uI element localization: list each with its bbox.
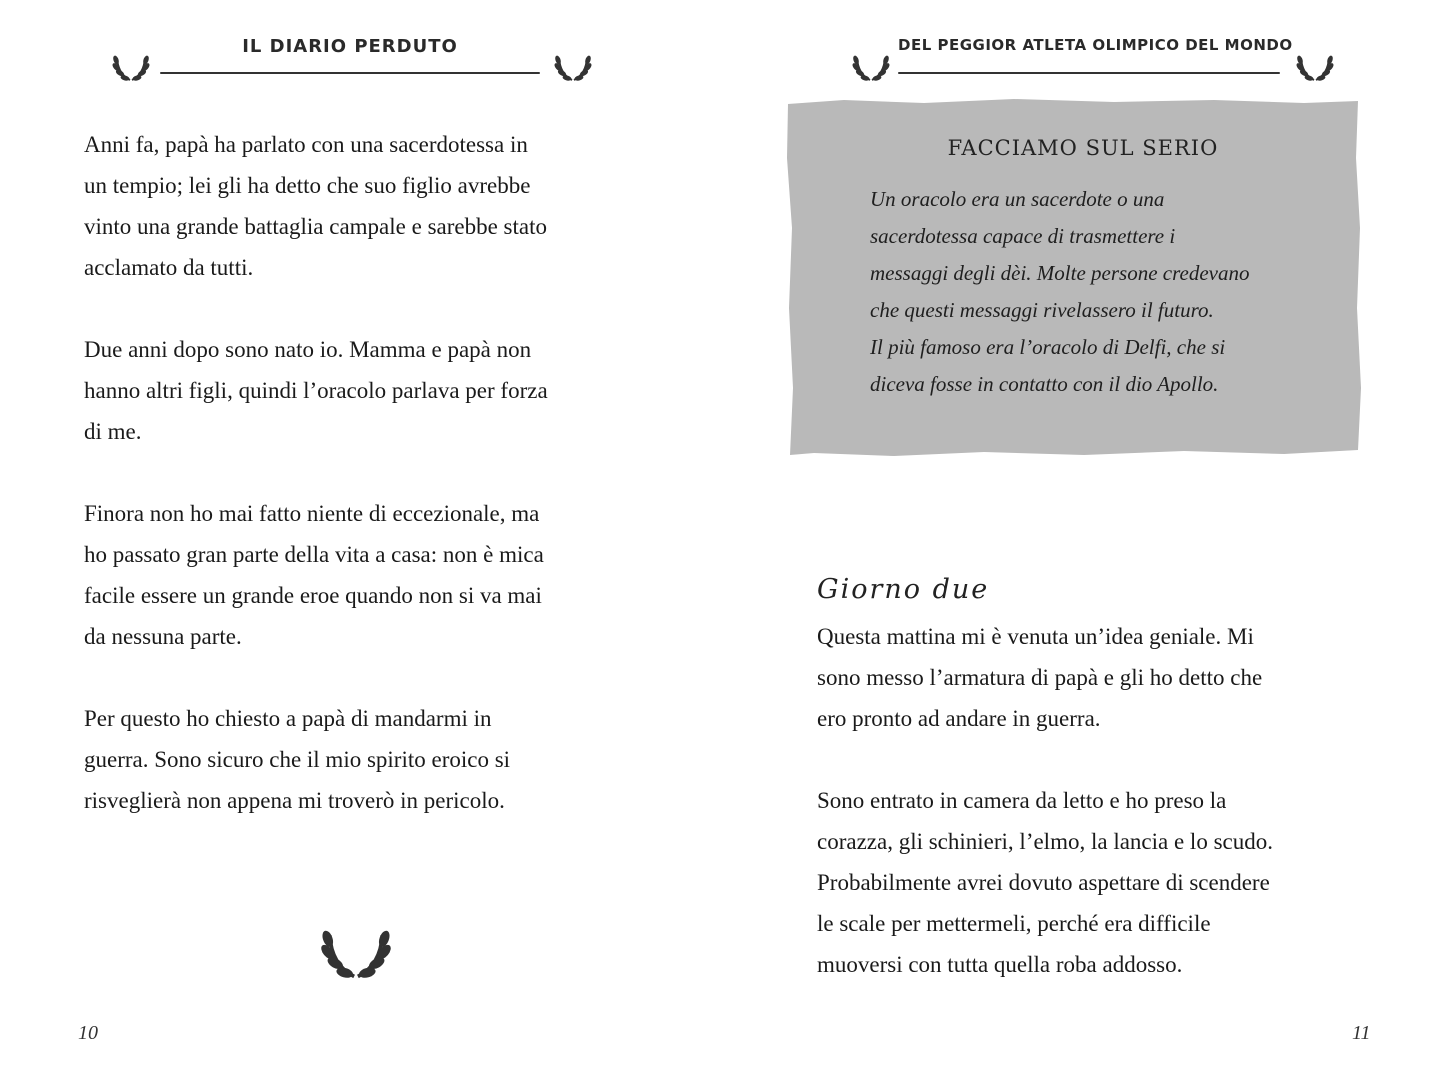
header-rule xyxy=(898,72,1280,74)
running-header xyxy=(722,36,1445,86)
day-heading: Giorno due xyxy=(817,574,990,605)
laurel-wreath-icon xyxy=(554,50,592,84)
running-header xyxy=(0,36,722,86)
left-page xyxy=(0,0,722,1080)
page-number: 11 xyxy=(1352,1022,1371,1044)
paragraph: Due anni dopo sono nato io. Mamma e papà non hanno altri figli, quindi l’oracolo parlava per forza di me. xyxy=(84,337,548,444)
paragraph: Sono entrato in camera da letto e ho preso la corazza, gli schinieri, l’elmo, la lancia e lo scudo. Probabilmente avrei dovuto aspettare di scendere le scale per mettermeli, perché era difficile muoversi con tutta quella roba addosso. xyxy=(817,788,1273,977)
paragraph: Questa mattina mi è venuta un’idea geniale. Mi sono messo l’armatura di papà e gli ho detto che ero pronto ad andare in guerra. xyxy=(817,624,1263,731)
paragraph: Per questo ho chiesto a papà di mandarmi in guerra. Sono sicuro che il mio spirito eroico si risveglierà non appena mi troverò in pericolo. xyxy=(84,706,511,813)
paragraph: Finora non ho mai fatto niente di eccezionale, ma ho passato gran parte della vita a casa: non è mica facile essere un grande eroe quando non si va mai da nessuna parte. xyxy=(84,501,544,649)
header-rule xyxy=(160,72,540,74)
right-page xyxy=(722,0,1445,1080)
info-box-text: Un oracolo era un sacerdote o una sacerdotessa capace di trasmettere i messaggi degli dèi. Molte persone credevano che questi messaggi rivelassero il futuro. Il più famoso era l’oracolo di Delfi, che si diceva fosse in contatto con il dio Apollo. xyxy=(870,187,1250,396)
paragraph: Anni fa, papà ha parlato con una sacerdotessa in un tempio; lei gli ha detto che suo figlio avrebbe vinto una grande battaglia campale e sarebbe stato acclamato da tutti. xyxy=(84,132,547,280)
header-title: DEL PEGGIOR ATLETA OLIMPICO DEL MONDO xyxy=(898,36,1293,54)
page-number: 10 xyxy=(78,1022,98,1044)
laurel-wreath-icon xyxy=(1296,50,1334,84)
body-text xyxy=(817,616,1417,985)
laurel-wreath-icon xyxy=(852,50,890,84)
body-text xyxy=(84,124,684,821)
info-box-title: FACCIAMO SUL SERIO xyxy=(947,136,1219,160)
header-title: IL DIARIO PERDUTO xyxy=(242,36,458,57)
laurel-wreath-icon xyxy=(112,50,150,84)
laurel-wreath-icon xyxy=(318,920,394,984)
